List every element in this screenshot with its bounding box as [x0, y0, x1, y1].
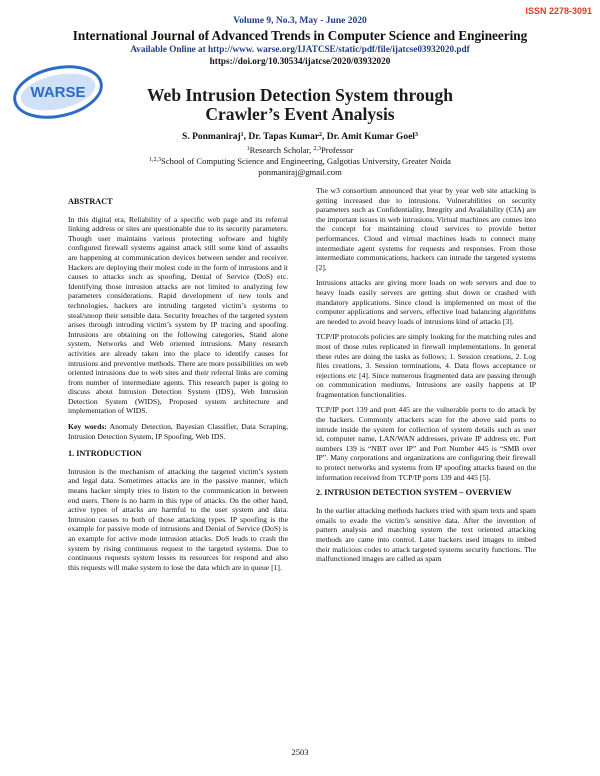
- right-column: [316, 186, 536, 570]
- author-1-sup: 1: [240, 132, 244, 138]
- volume-info: Volume 9, No.3, May - June 2020: [233, 16, 367, 26]
- abstract-heading: ABSTRACT: [68, 197, 113, 206]
- warse-logo: [10, 62, 120, 122]
- author-3-sup: 3: [414, 132, 418, 138]
- section-2-heading: 2. INTRUSION DETECTION SYSTEM – OVERVIEW: [316, 488, 512, 498]
- affiliation-roles: [0, 145, 600, 155]
- logo-text: WARSE: [30, 84, 86, 101]
- aff1-text: Research Scholar,: [249, 145, 314, 155]
- paper-title: [110, 86, 490, 124]
- keywords-text: Anomaly Detection, Bayesian Classifier, Data Scraping, Intrusion Detection System, IP Spoofing, Web IDS.: [68, 422, 288, 441]
- author-3: Dr. Amit Kumar Goel: [326, 132, 415, 142]
- aff1-sup: 1: [246, 146, 250, 152]
- aff2-text: School of Computing Science and Engineering, Galgotias University, Greater Noida: [161, 156, 451, 166]
- doi-link[interactable]: https://doi.org/10.30534/ijatcse/2020/03932020: [209, 56, 391, 66]
- author-1: S. Ponmaniraj: [182, 132, 241, 142]
- keywords-label: Key words:: [68, 422, 107, 432]
- keywords: [68, 422, 288, 441]
- left-column: [68, 197, 288, 578]
- issn: ISSN 2278-3091: [525, 6, 592, 16]
- author-2-sup: 2: [319, 132, 323, 138]
- right-paragraph-1: The w3 consortium announced that year by year web site attacking is getting increased due to intrusions. Vulnerabilities on security parameters such as Confidentiality, Integrity and Availability (CIA) are the important issues in web intrusions. Virtual machines are comes into the concept for maintaining cloud services to provide better performances. Cloud and virtual machines leads to connect many intermediate agent systems for requests and responses. From those intermediate communications, hackers can intrude the targeted systems [2].: [316, 186, 536, 272]
- aff2-sup: 1,2,3: [149, 157, 162, 163]
- title-line-2: Crawler’s Event Analysis: [205, 104, 395, 124]
- right-paragraph-3: TCP/IP protocols policies are simply looking for the matching rules and most of those rules replicated in firewall implementations. In general these rules are doing the tasks as follows; 1. Session creations, 2. Log files creations, 3. Session terminations, 4. Data flows acceptance or rejections etc [4]. Since numerous fragmented data are passing through on communication mediums, Intrusions are easily happens at IP fragmentation functionalities.: [316, 332, 536, 399]
- affiliation-institution: [0, 156, 600, 166]
- aff1b-text: Professor: [320, 145, 354, 155]
- title-line-1: Web Intrusion Detection System through: [147, 85, 453, 105]
- aff1b-sup: 2,3: [313, 146, 321, 152]
- author-2: Dr. Tapas Kumar: [248, 132, 320, 142]
- journal-title: International Journal of Advanced Trends in Computer Science and Engineering: [72, 28, 528, 43]
- right-paragraph-4: TCP/IP port 139 and port 445 are the vulnerable ports to do attack by the hackers. Commonly attackers scan for the above said ports to intrude inside the system for collection of system details such as user id, computer name, LAN/WAN addresses, private IP address etc. Port numbers 139 is “NBT over IP” and Port Number 445 is “SMB over IP”. Many corporations and organizations are configuring their firewall to protect networks and systems from IP spoofing attacks based on the information received from TCP/IP ports 139 and 445 [5].: [316, 405, 536, 482]
- author-email[interactable]: ponmaniraj@gmail.com: [258, 167, 342, 177]
- abstract-text: In this digital era, Reliability of a specific web page and its referral linking address or sites are questionable due to its security parameters. Though user maintains various protecting software and highly configured firewall systems against attack still some kind of assaults are happening at communication devices between sender and receiver. Hackers are deploying their molest code in the form of intrusions and it causes to attacks such as spoofing, Denial of Service (DoS) etc. Identifying those intrusion attacks are not limited to analyzing few parameters considerations. Rapid development of new tools and technologies, hackers are intruding targeted victim’s systems to steal/snoop their sensible data. Security breaches of the targeted system arises through intruding victim’s system by IP tracing and spoofing. Intrusions are obtaining on the following categories, Stand alone system, Networks and Web oriented intrusions. Many research activities are already taken into the place to identify causes for intrusions and preventive methods. There are more possibilities on web oriented intrusions due to web sites and their referral links are coming from number of intermediate agents. This research paper is going to discuss about Intrusion Detection System (IDS), Web Intrusion Detection System (WIDS), Proposed system architecture and implementation of WIDS.: [68, 214, 288, 416]
- intro-heading: 1. INTRODUCTION: [68, 449, 142, 459]
- author-list: S. Ponmaniraj$^1$, Dr. Tapas Kumar$^2$, Dr. Amit Kumar Goel$^3$: [182, 132, 418, 142]
- page-number: 2503: [291, 747, 309, 757]
- available-online-link[interactable]: Available Online at http://www. warse.org/IJATCSE/static/pdf/file/ijatcse03932020.pdf: [130, 44, 470, 54]
- right-paragraph-2: Intrusions attacks are giving more loads on web servers and due to heavy loads easily servers are getting shut down or crashed with mandatory applications. Since cloud is implemented on most of the computer applications and servers, effective load balancing algorithms are needed to avoid heavy loads of intrusions kind of attacks [3].: [316, 278, 536, 326]
- right-paragraph-5: In the earlier attacking methods hackers tried with spam texts and spam emails to evade the victim’s sensitive data. After the invention of pattern analysis and matching system the text oriented attacking methods are came into control. Later hackers used images to imbed their malicious codes to attack targeted systems security functions. The malfunctioned images are called as spam: [316, 506, 536, 564]
- intro-text: Intrusion is the mechanism of attacking the targeted victim’s system and legal data. Sometimes attacks are in the passive manner, which means hacker simply tries to listen to the communication in between end users. There is no harm in this type of attacks. On the other hand, active types of attacks are harmful to the user system and data. Intrusion causes to both of those attacking types. IP spoofing is the example for passive mode of intrusions and Denial of Service (DoS) is an example for active mode intrusion attacks. DoS leads to crash the system by rising continuous request to the targeted systems. Due to continuous requests system losses its resources for respond and also this requests will make system to lose the data which are in queue [1].: [68, 466, 288, 572]
